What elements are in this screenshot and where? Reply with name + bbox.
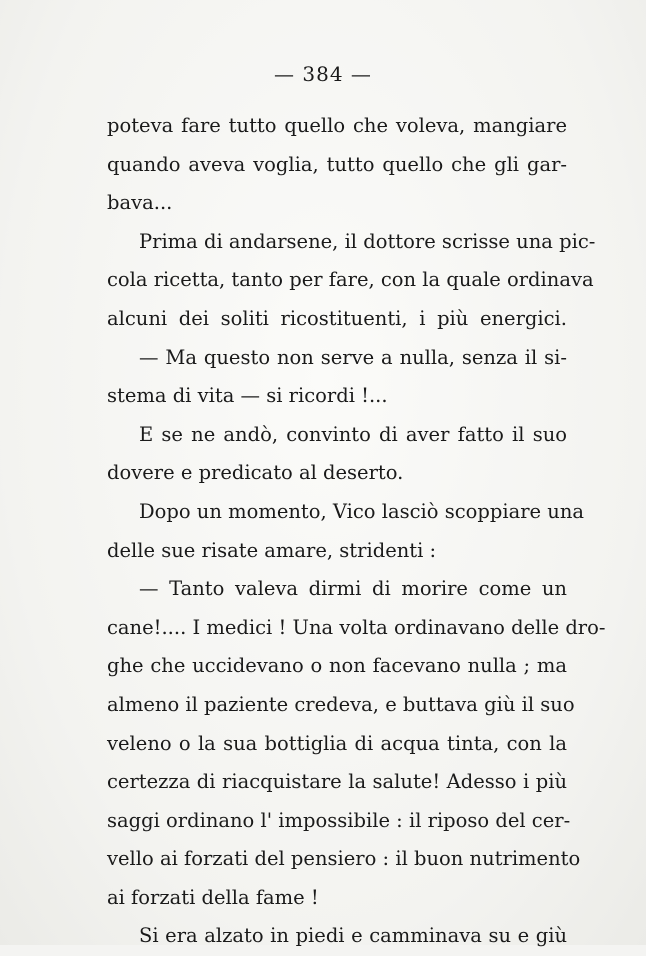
text-line: cola ricetta, tanto per fare, con la quale ordinava: [107, 268, 594, 292]
text-line: Prima di andarsene, il dottore scrisse una pic-: [139, 229, 596, 253]
text-line: delle sue risate amare, stridenti :: [107, 538, 437, 562]
text-line: ai forzati della fame !: [107, 885, 319, 909]
text-line: poteva fare tutto quello che voleva, mangiare: [107, 114, 567, 137]
text-line: almeno il paziente credeva, e buttava giù il suo: [107, 692, 575, 716]
text-line: quando aveva voglia, tutto quello che gli gar-: [107, 152, 567, 176]
text-line: — Ma questo non serve a nulla, senza il si-: [139, 345, 567, 369]
text-line: alcuni dei soliti ricostituenti, i più energici.: [107, 306, 567, 330]
text-line: certezza di riacquistare la salute! Adesso i più: [107, 770, 567, 794]
text-line: bava...: [107, 191, 173, 215]
text-line: stema di vita — si ricordi !...: [107, 384, 388, 408]
text-line: vello ai forzati del pensiero : il buon nutrimento: [107, 847, 581, 871]
text-line: ghe che uccidevano o non facevano nulla ; ma: [107, 654, 567, 678]
text-line: dovere e predicato al deserto.: [107, 461, 404, 485]
text-line: E se ne andò, convinto di aver fatto il suo: [139, 422, 567, 446]
text-line: veleno o la sua bottiglia di acqua tinta, con la: [107, 731, 567, 755]
text-line: Si era alzato in piedi e camminava su e giù: [139, 924, 567, 948]
page-number: — 384 —: [274, 62, 372, 86]
text-line: Dopo un momento, Vico lasciò scoppiare una: [139, 499, 585, 523]
text-line: cane!.... I medici ! Una volta ordinavano delle dro-: [107, 615, 606, 639]
body-text: [107, 107, 606, 956]
text-line: — Tanto valeva dirmi di morire come un: [139, 577, 567, 601]
text-line: saggi ordinano l' impossibile : il riposo del cer-: [107, 808, 571, 832]
